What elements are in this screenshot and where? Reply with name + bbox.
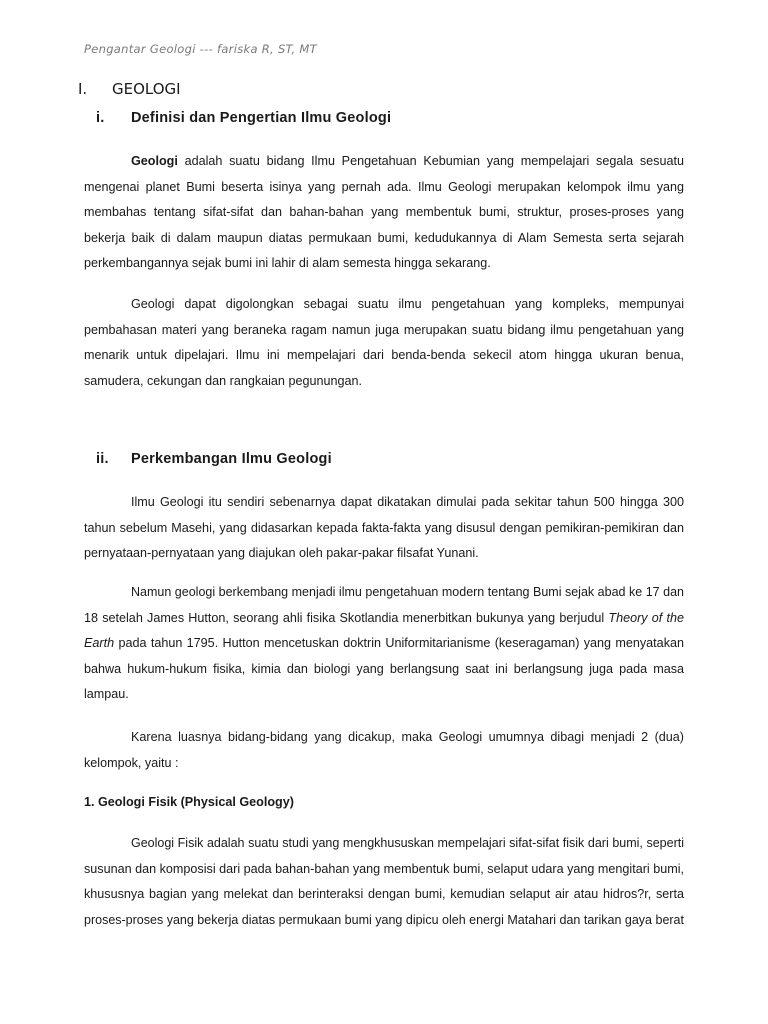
subsection-number: i. (96, 110, 105, 126)
paragraph-line: Geologi Fisik adalah suatu studi yang mengkhususkan mempelajari sifat-sifat fisik dari bumi, seperti (131, 836, 684, 850)
paragraph-line (84, 631, 684, 657)
section-heading (78, 80, 181, 98)
paragraph-definition (84, 149, 684, 277)
paragraph-line (84, 149, 684, 175)
paragraph-line: kelompok, yaitu : (84, 755, 179, 770)
paragraph-line: Namun geologi berkembang menjadi ilmu pengetahuan modern tentang Bumi sejak abad ke 17 dan (131, 585, 684, 599)
paragraph-physical-geology (84, 831, 684, 933)
paragraph-line: proses-proses yang bekerja diatas permukaan bumi yang dipicu oleh energi Matahari dan tarikan gaya berat (84, 912, 684, 927)
paragraph-line: membahas tentang sifat-sifat dan bahan-bahan yang membentuk bumi, struktur, proses-proses yang (84, 205, 684, 220)
paragraph-classification (84, 292, 684, 394)
paragraph-line: Ilmu Geologi itu sendiri sebenarnya dapat dikatakan dimulai pada sekitar tahun 500 hingga 300 (131, 495, 684, 509)
paragraph-line (84, 606, 684, 632)
subsection-title: Definisi dan Pengertian Ilmu Geologi (131, 110, 392, 126)
paragraph-line: pernyataan-pernyataan yang diajukan oleh pakar-pakar filsafat Yunani. (84, 546, 479, 561)
paragraph-line: Karena luasnya bidang-bidang yang dicakup, maka Geologi umumnya dibagi menjadi 2 (dua) (131, 730, 684, 744)
paragraph-hutton (84, 580, 684, 708)
paragraph-division (84, 725, 684, 776)
line-text: pada tahun 1795. Hutton mencetuskan doktrin Uniformitarianisme (keseragaman) yang menyatakan (114, 636, 684, 651)
paragraph-line: perkembangannya sejak bumi ini lahir di alam semesta hingga sekarang. (84, 256, 491, 271)
bold-term: Geologi (131, 154, 178, 168)
subsection-title: Perkembangan Ilmu Geologi (131, 451, 332, 467)
paragraph-line: mengenai planet Bumi beserta isinya yang pernah ada. Ilmu Geologi merupakan kelompok ilmu yang (84, 179, 684, 194)
line-text: 18 setelah James Hutton, seorang ahli fisika Skotlandia menerbitkan bukunya yang berjudul (84, 610, 609, 625)
section-number: I. (78, 80, 88, 98)
paragraph-line: bahwa hukum-hukum fisika, kimia dan biologi yang berlangsung saat ini berlangsung juga pada masa (84, 661, 684, 676)
paragraph-line: lampau. (84, 687, 129, 702)
paragraph-line: menarik untuk dipelajari. Ilmu ini mempelajari dari benda-benda sekecil atom hingga ukuran benua, (84, 348, 684, 363)
paragraph-line: bekerja baik di dalam maupun diatas permukaan bumi, kedudukannya di Alam Semesta serta sejarah (84, 230, 684, 245)
subsection-number: ii. (96, 451, 109, 467)
paragraph-line: Geologi dapat digolongkan sebagai suatu ilmu pengetahuan yang kompleks, mempunyai (131, 297, 684, 311)
paragraph-line: tahun sebelum Masehi, yang didasarkan kepada fakta-fakta yang disusul dengan pemikiran-pemikiran dan (84, 520, 684, 535)
paragraph-line: susunan dan komposisi dari pada bahan-bahan yang membentuk bumi, selaput udara yang mengitari bumi, (84, 861, 684, 876)
paragraph-line: khususnya bagian yang melekat dan berinteraksi dengan bumi, kemudian selaput air atau hidros?r, serta (84, 887, 684, 902)
line-text: adalah suatu bidang Ilmu Pengetahuan Kebumian yang mempelajari segala sesuatu (177, 154, 684, 168)
subsection-heading-i (96, 110, 391, 126)
paragraph-line: samudera, cekungan dan rangkaian pegunungan. (84, 373, 362, 388)
running-header: Pengantar Geologi --- fariska R, ST, MT (84, 42, 317, 56)
book-title-part: Earth (84, 636, 115, 651)
paragraph-history-intro (84, 490, 684, 567)
book-title-part: Theory of the (608, 610, 684, 625)
subsection-heading-ii (96, 451, 332, 467)
numbered-heading-physical-geology: 1. Geologi Fisik (Physical Geology) (84, 795, 294, 809)
section-title: GEOLOGI (112, 80, 181, 98)
paragraph-line: pembahasan materi yang beraneka ragam namun juga merupakan suatu bidang ilmu pengetahuan yang (84, 322, 684, 337)
